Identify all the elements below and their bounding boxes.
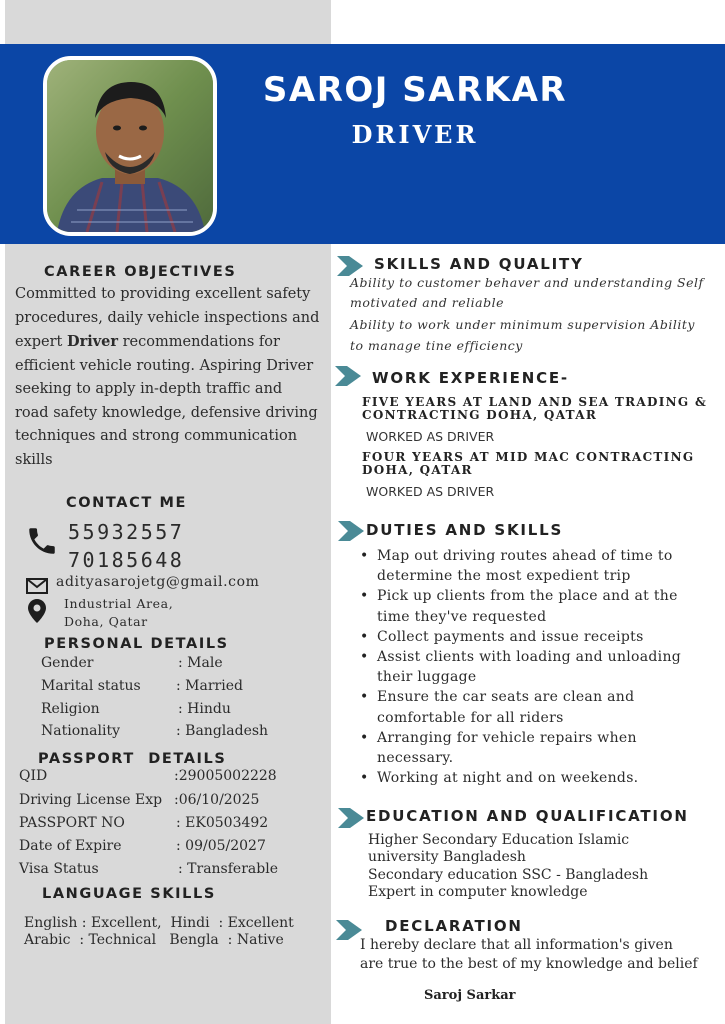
passport-label: QID: [19, 768, 48, 784]
candidate-name: SAROJ SARKAR: [262, 70, 568, 110]
personal-value: : Hindu: [178, 701, 231, 717]
work-experience-heading: WORK EXPERIENCE-: [372, 369, 569, 387]
education-line: university Bangladesh: [368, 849, 526, 865]
job-title: CONTRACTING DOHA, QATAR: [362, 408, 598, 422]
language-line: English : Excellent, Hindi : Excellent: [24, 915, 294, 931]
passport-value: : EK0503492: [176, 815, 269, 831]
declaration-line: are true to the best of my knowledge and belief: [360, 956, 698, 972]
mail-icon: [26, 578, 48, 594]
passport-value: : Transferable: [178, 861, 278, 877]
list-item: • Assist clients with loading and unloading their luggage: [360, 647, 715, 687]
language-line: Arabic : Technical Bengla : Native: [24, 932, 284, 948]
personal-value: : Male: [178, 655, 223, 671]
personal-label: Gender: [41, 655, 94, 671]
list-item: • Working at night and on weekends.: [360, 768, 715, 788]
section-arrow-icon: [337, 256, 363, 276]
email-address: adityasarojetg@gmail.com: [56, 574, 260, 590]
phone-number: 70185648: [68, 548, 185, 572]
list-item: • Arranging for vehicle repairs when necessary.: [360, 728, 715, 768]
list-item: • Collect payments and issue receipts: [360, 627, 715, 647]
skills-line: motivated and reliable: [350, 295, 505, 310]
job-title: FIVE YEARS AT LAND AND SEA TRADING &: [362, 395, 708, 409]
job-role: WORKED AS DRIVER: [366, 429, 495, 444]
personal-label: Nationality: [41, 723, 120, 739]
personal-label: Marital status: [41, 678, 141, 694]
personal-label: Religion: [41, 701, 100, 717]
career-objectives-heading: CAREER OBJECTIVES: [44, 264, 237, 280]
education-heading: EDUCATION AND QUALIFICATION: [366, 807, 689, 825]
address-line: Industrial Area,: [64, 596, 174, 611]
personal-value: : Married: [176, 678, 243, 694]
personal-value: : Bangladesh: [176, 723, 269, 739]
passport-label: Driving License Exp: [19, 792, 163, 808]
profile-photo: [43, 56, 217, 236]
education-line: Expert in computer knowledge: [368, 884, 588, 900]
address-line: Doha, Qatar: [64, 614, 148, 629]
personal-details-heading: PERSONAL DETAILS: [44, 636, 229, 652]
section-arrow-icon: [335, 366, 361, 386]
education-line: Higher Secondary Education Islamic: [368, 832, 630, 848]
skills-line: to manage tine efficiency: [350, 338, 523, 353]
section-arrow-icon: [338, 808, 364, 828]
phone-icon: [25, 524, 59, 558]
duties-heading: DUTIES AND SKILLS: [366, 521, 564, 539]
candidate-role: DRIVER: [351, 120, 479, 149]
declaration-heading: DECLARATION: [385, 917, 523, 935]
passport-value: :29005002228: [174, 768, 277, 784]
language-skills-heading: LANGUAGE SKILLS: [42, 886, 216, 902]
passport-value: :06/10/2025: [174, 792, 260, 808]
skills-line: Ability to work under minimum supervision Ability: [350, 317, 695, 332]
phone-number: 55932557: [68, 520, 185, 544]
job-role: WORKED AS DRIVER: [366, 484, 495, 499]
list-item: • Map out driving routes ahead of time to determine the most expedient trip: [360, 546, 715, 586]
list-item: • Ensure the car seats are clean and comfortable for all riders: [360, 687, 715, 727]
career-objectives-text: Committed to providing excellent safety procedures, daily vehicle inspections and expert Driver recommendations for efficient vehicle routing. Aspiring Driver seeking to apply in-depth traffic and road safety knowledge, defensive driving techniques and strong communication skills: [15, 286, 320, 468]
list-item: • Pick up clients from the place and at the time they've requested: [360, 586, 715, 626]
skills-line: Ability to customer behaver and understanding Self: [350, 275, 704, 290]
signature-name: Saroj Sarkar: [424, 988, 516, 1003]
education-line: Secondary education SSC - Bangladesh: [368, 867, 649, 883]
location-pin-icon: [28, 599, 46, 623]
passport-value: : 09/05/2027: [176, 838, 266, 854]
duties-list: [360, 546, 715, 788]
passport-label: Visa Status: [19, 861, 99, 877]
contact-heading: CONTACT ME: [66, 495, 188, 511]
declaration-line: I hereby declare that all information's given: [360, 937, 673, 953]
passport-label: PASSPORT NO: [19, 815, 125, 831]
section-arrow-icon: [338, 521, 364, 541]
job-title: FOUR YEARS AT MID MAC CONTRACTING: [362, 450, 695, 464]
passport-details-heading: PASSPORT DETAILS: [38, 751, 227, 767]
passport-label: Date of Expire: [19, 838, 122, 854]
job-title: DOHA, QATAR: [362, 463, 473, 477]
skills-heading: SKILLS AND QUALITY: [374, 255, 584, 273]
section-arrow-icon: [336, 920, 362, 940]
